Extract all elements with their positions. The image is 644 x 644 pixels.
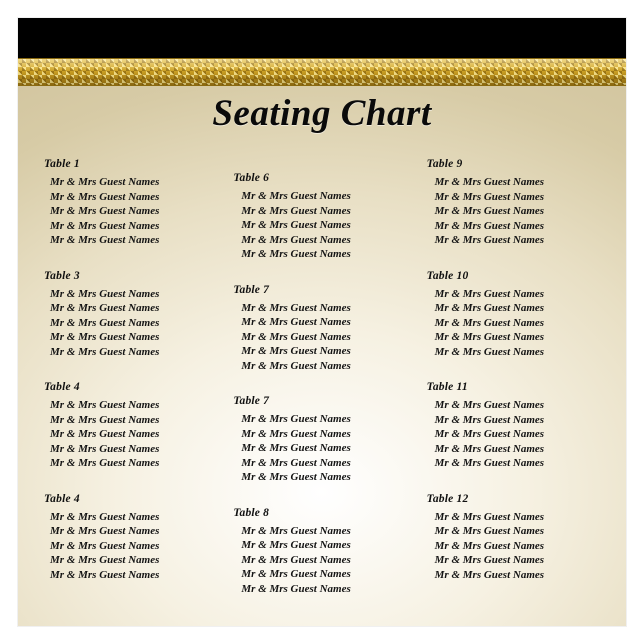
guest-row: Mr & Mrs Guest Names xyxy=(241,568,351,580)
guest-row: Mr & Mrs Guest Names xyxy=(50,234,160,246)
guest-row: Mr & Mrs Guest Names xyxy=(241,233,351,246)
table-block xyxy=(233,172,408,262)
guest-row: Mr & Mrs Guest Names xyxy=(50,316,160,329)
guest-row: Mr & Mrs Guest Names xyxy=(50,428,160,440)
guest-row: Mr & Mrs Guest Names xyxy=(50,510,160,523)
guest-row: Mr & Mrs Guest Names xyxy=(434,442,545,455)
guest-row: Mr & Mrs Guest Names xyxy=(241,301,351,314)
guest-row: Mr & Mrs Guest Names xyxy=(434,205,545,217)
guest-row: Mr & Mrs Guest Names xyxy=(50,457,160,469)
guest-row: Mr & Mrs Guest Names xyxy=(241,553,351,566)
table-heading: Table 7 xyxy=(233,395,270,407)
guest-row: Mr & Mrs Guest Names xyxy=(50,219,160,232)
table-block xyxy=(427,270,602,360)
guest-row: Mr & Mrs Guest Names xyxy=(241,330,351,343)
guest-row: Mr & Mrs Guest Names xyxy=(241,219,351,231)
table-heading: Table 11 xyxy=(426,381,468,393)
guest-row: Mr & Mrs Guest Names xyxy=(434,316,545,329)
guest-row: Mr & Mrs Guest Names xyxy=(434,428,545,440)
guest-row: Mr & Mrs Guest Names xyxy=(241,413,351,425)
table-heading: Table 6 xyxy=(233,172,270,184)
guest-row: Mr & Mrs Guest Names xyxy=(241,204,351,217)
gold-band-shine xyxy=(18,59,626,85)
guest-row: Mr & Mrs Guest Names xyxy=(434,234,545,246)
guest-row: Mr & Mrs Guest Names xyxy=(434,176,545,188)
table-heading: Table 3 xyxy=(44,269,80,282)
guest-row: Mr & Mrs Guest Names xyxy=(241,442,351,454)
column-1 xyxy=(42,158,219,620)
table-heading: Table 8 xyxy=(233,506,270,519)
guest-row: Mr & Mrs Guest Names xyxy=(241,427,351,440)
guest-row: Mr & Mrs Guest Names xyxy=(241,456,351,469)
table-heading: Table 12 xyxy=(426,492,469,505)
guest-row: Mr & Mrs Guest Names xyxy=(50,176,160,188)
guest-row: Mr & Mrs Guest Names xyxy=(241,316,351,328)
guest-row: Mr & Mrs Guest Names xyxy=(241,524,351,537)
guest-row: Mr & Mrs Guest Names xyxy=(50,302,160,314)
top-black-band xyxy=(18,18,626,58)
table-block xyxy=(427,381,602,471)
guest-row: Mr & Mrs Guest Names xyxy=(434,219,545,232)
guest-row: Mr & Mrs Guest Names xyxy=(434,539,545,552)
guest-row: Mr & Mrs Guest Names xyxy=(434,554,545,566)
guest-row: Mr & Mrs Guest Names xyxy=(50,205,160,217)
guest-row: Mr & Mrs Guest Names xyxy=(50,345,160,358)
table-heading: Table 1 xyxy=(44,158,80,170)
guest-row: Mr & Mrs Guest Names xyxy=(241,582,351,595)
table-heading: Table 10 xyxy=(426,269,469,282)
guest-row: Mr & Mrs Guest Names xyxy=(434,413,545,426)
table-heading: Table 9 xyxy=(426,158,463,170)
guest-row: Mr & Mrs Guest Names xyxy=(50,287,160,300)
page-title: Seating Chart xyxy=(212,93,432,134)
guest-row: Mr & Mrs Guest Names xyxy=(241,190,351,202)
guest-row: Mr & Mrs Guest Names xyxy=(434,302,545,314)
guest-row: Mr & Mrs Guest Names xyxy=(434,345,545,358)
guest-row: Mr & Mrs Guest Names xyxy=(241,345,351,357)
seating-chart-sheet xyxy=(18,18,626,626)
table-block xyxy=(44,381,219,471)
guest-row: Mr & Mrs Guest Names xyxy=(50,525,160,537)
guest-row: Mr & Mrs Guest Names xyxy=(434,399,545,411)
guest-row: Mr & Mrs Guest Names xyxy=(50,539,160,552)
guest-row: Mr & Mrs Guest Names xyxy=(241,359,351,372)
column-3 xyxy=(409,158,602,620)
guest-row: Mr & Mrs Guest Names xyxy=(50,399,160,411)
guest-row: Mr & Mrs Guest Names xyxy=(434,457,545,469)
guest-row: Mr & Mrs Guest Names xyxy=(434,190,545,203)
table-block xyxy=(233,284,408,374)
guest-row: Mr & Mrs Guest Names xyxy=(50,331,160,343)
table-block xyxy=(44,158,219,248)
table-block xyxy=(44,270,219,360)
guest-row: Mr & Mrs Guest Names xyxy=(434,525,545,537)
guest-row: Mr & Mrs Guest Names xyxy=(241,248,351,260)
guest-row: Mr & Mrs Guest Names xyxy=(434,510,545,523)
guest-row: Mr & Mrs Guest Names xyxy=(50,442,160,455)
table-heading: Table 7 xyxy=(233,283,270,296)
guest-row: Mr & Mrs Guest Names xyxy=(50,413,160,426)
gold-pattern-band xyxy=(18,58,626,86)
guest-row: Mr & Mrs Guest Names xyxy=(50,554,160,566)
guest-row: Mr & Mrs Guest Names xyxy=(434,331,545,343)
seating-columns xyxy=(18,158,626,620)
guest-row: Mr & Mrs Guest Names xyxy=(50,568,160,581)
guest-row: Mr & Mrs Guest Names xyxy=(50,190,160,203)
table-heading: Table 4 xyxy=(44,381,80,393)
guest-row: Mr & Mrs Guest Names xyxy=(434,287,545,300)
guest-row: Mr & Mrs Guest Names xyxy=(434,568,545,581)
table-block xyxy=(233,395,408,485)
table-block xyxy=(44,493,219,583)
column-2 xyxy=(219,158,408,620)
table-heading: Table 4 xyxy=(44,492,80,505)
table-block xyxy=(233,507,408,597)
table-block xyxy=(427,158,602,248)
table-block xyxy=(427,493,602,583)
guest-row: Mr & Mrs Guest Names xyxy=(241,539,351,551)
guest-row: Mr & Mrs Guest Names xyxy=(241,471,351,483)
